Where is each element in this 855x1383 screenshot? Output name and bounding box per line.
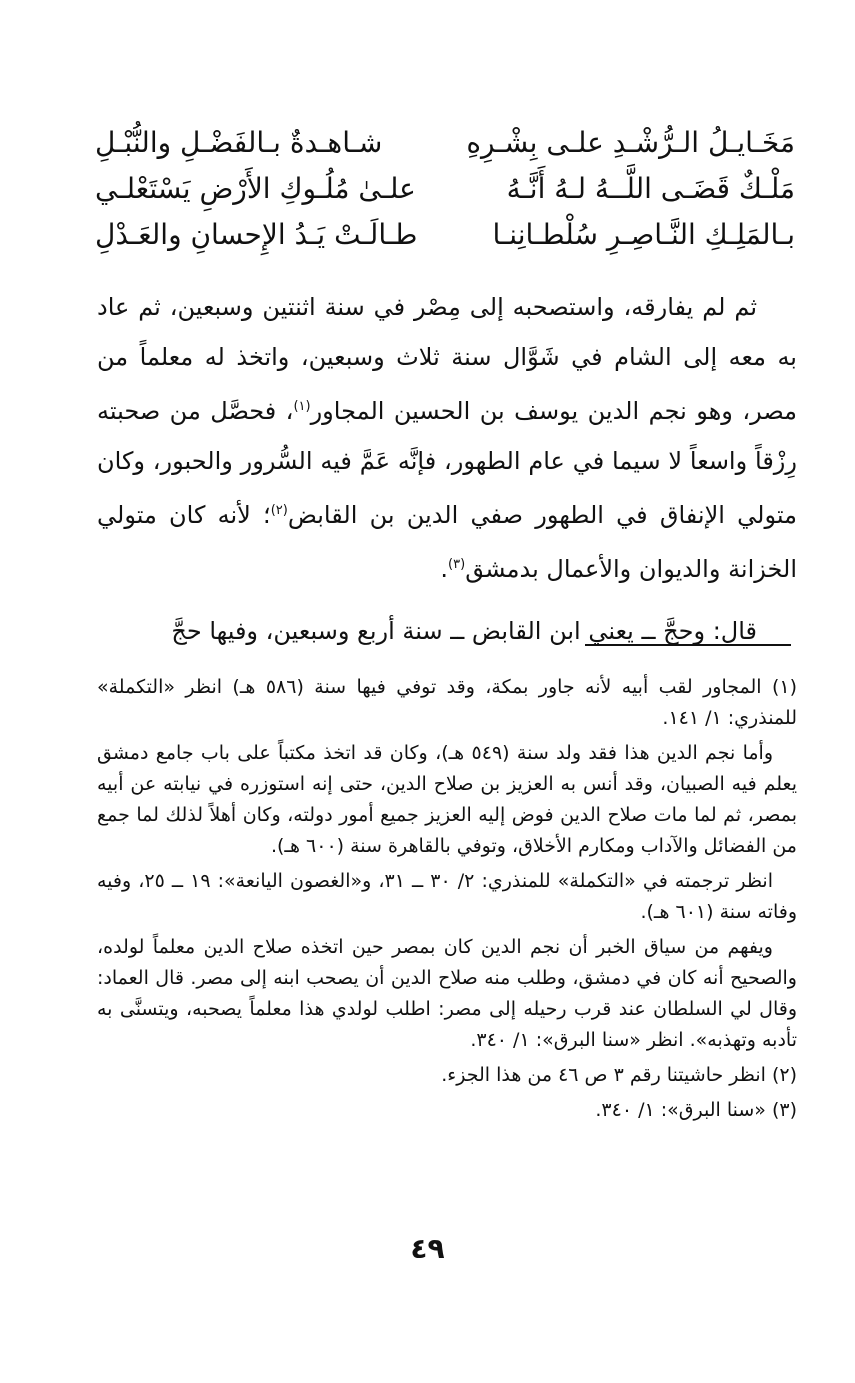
verse-line: [95, 212, 795, 258]
paragraph-text: .: [440, 555, 449, 583]
footnote-ref: (٣): [448, 557, 466, 572]
body-paragraph: قال: وحجَّ ــ يعني ابن القابض ــ سنة أربع وسبعين، وفيها حجَّ: [171, 617, 757, 645]
paragraph-text: ثم لم يفارقه، واستصحبه إلى مِصْر في سنة اثنتين وسبعين، ثم عاد به معه إلى الشام في شَوَّال سنة ثلاث وسبعين، واتخذ له معلماً من مصر، وهو نجم الدين يوسف بن الحسين المجاور: [97, 293, 797, 425]
footnote-2: (٢) انظر حاشيتنا رقم ٣ ص ٤٦ من هذا الجزء.: [441, 1064, 797, 1086]
verse-first-hemistich: بـالمَلِـكِ النَّـاصِـرِ سُلْطـانِنـا: [492, 218, 795, 251]
verse-first-hemistich: مَلْـكٌ قَضَـى اللَّــهُ لـهُ أَنَّـهُ: [506, 172, 795, 205]
verse-line: [95, 166, 795, 212]
footnote-3: (٣) «سنا البرق»: ١/ ٣٤٠.: [595, 1099, 797, 1121]
body-paragraph: [97, 282, 797, 594]
main-text: [97, 282, 797, 656]
verse-line: [95, 120, 795, 166]
poem-verses: [95, 120, 795, 258]
verse-second-hemistich: طـالَـتْ يَـدُ الإِحسانِ والعَـدْلِ: [95, 218, 418, 251]
footnote-1-paragraph: وأما نجم الدين هذا فقد ولد سنة (٥٤٩ هـ)، وكان قد اتخذ مكتباً على باب جامع دمشق يعلم فيه الصبيان، وقد أنس به العزيز بن صلاح الدين، حتى إنه استوزره في نيابته عن أبيه بمصر، ثم لما مات صلاح الدين فوض إليه العزيز جميع أمور دولته، وكان أهلاً لذلك لما جمع من الفضائل والآداب ومكارم الأخلاق، وتوفي بالقاهرة سنة (٦٠٠ هـ).: [97, 742, 797, 857]
footnote-separator: [585, 644, 791, 646]
page-number: ٤٩: [410, 1232, 445, 1265]
paragraph-text: ، فحصَّل من صحبته رِزْقاً واسعاً لا سيما في عام الطهور، فإنَّه عَمَّ فيه السُّرور والحبور، وكان متولي الإنفاق في الطهور صفي الدين بن القابض: [97, 397, 797, 529]
footnote-ref: (٢): [270, 503, 288, 518]
verse-second-hemistich: علـىٰ مُلُـوكِ الأَرْضِ يَسْتَعْلـي: [95, 172, 416, 205]
verse-first-hemistich: مَخَـايـلُ الـرُّشْـدِ علـى بِشْـرِهِ: [466, 126, 795, 159]
footnotes: [97, 672, 797, 1130]
footnote-1-paragraph: انظر ترجمته في «التكملة» للمنذري: ٢/ ٣٠ ــ ٣١، و«الغصون اليانعة»: ١٩ ــ ٢٥، وفيه وفاته سنة (٦٠١ هـ).: [97, 870, 797, 923]
verse-second-hemistich: شـاهـدةٌ بـالفَضْـلِ والنُّبْـلِ: [95, 126, 383, 159]
paragraph-text: ؛ لأنه كان متولي الخزانة والديوان والأعمال بدمشق: [97, 501, 797, 583]
footnote-1: (١) المجاور لقب أبيه لأنه جاور بمكة، وقد توفي فيها سنة (٥٨٦ هـ) انظر «التكملة» للمنذري: ١/ ١٤١.: [97, 676, 797, 729]
footnote-1-paragraph: ويفهم من سياق الخبر أن نجم الدين كان بمصر حين اتخذه صلاح الدين معلماً لولده، والصحيح أنه كان في دمشق، وطلب منه صلاح الدين أن يصحب ابنه إلى مصر. قال العماد: وقال لي السلطان عند قرب رحيله إلى مصر: اطلب لولدي هذا معلماً يصحبه، ويتسنَّى به تأدبه وتهذبه». انظر «سنا البرق»: ١/ ٣٤٠.: [97, 936, 797, 1051]
footnote-ref: (١): [293, 399, 311, 414]
